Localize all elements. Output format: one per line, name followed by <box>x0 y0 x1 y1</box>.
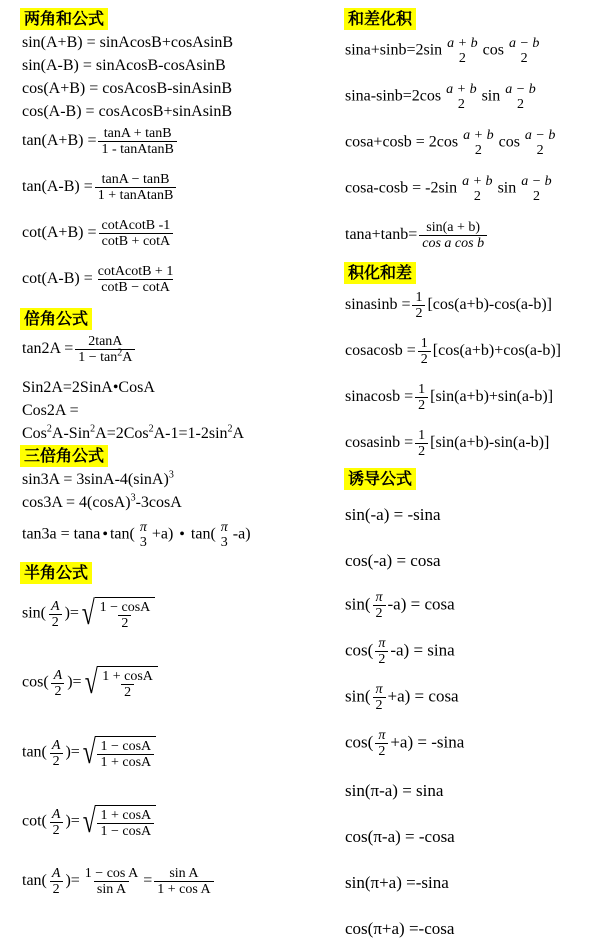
heading-sum-to-product: 和差化积 <box>344 8 416 30</box>
heading-half-angle: 半角公式 <box>20 562 92 584</box>
formula-tan-diff: tan(A-B) = $\frac{\tan A - \tan B}{\text{1 + tanAtanB}}$ <box>22 172 178 203</box>
formula-sin-half: sin( $\frac{A}{2}$ )= √ $\frac{1 - \cos A}{2}$ <box>22 597 155 631</box>
formula-sin-3a: $\sin 3A = 3\sin A-4(\sin A)^3$ <box>22 469 174 488</box>
formula-sin-diff: sin(A-B) = sinAcosB-cosAsinB <box>22 57 226 74</box>
formula-sinasinb: sinasinb = $\frac{1}{2}$ [cos(a+b)-cos(a-b)] <box>345 290 552 321</box>
formula-tan-sum: tan(A+B) = $\frac{\tan A + \tan B}{\text{1 - tanAtanB}}$ <box>22 126 179 157</box>
formula-sin-pi-minus: sin(π-a) = sina <box>345 781 444 800</box>
heading-double-angle: 倍角公式 <box>20 308 92 330</box>
heading-triple-angle: 三倍角公式 <box>20 445 108 467</box>
formula-cosa-plus-cosb: cosa+cosb = 2cos a + b 2 cos a − b 2 <box>345 128 556 158</box>
heading-sum-difference: 两角和公式 <box>20 8 108 30</box>
formula-cos-pi-minus: cos(π-a) = -cosa <box>345 827 455 846</box>
formula-sinacosb: sinacosb = $\frac{1}{2}$ [sin(a+b)+sin(a-b)] <box>345 382 554 413</box>
formula-sin-sum: sin(A+B) = sinAcosB+cosAsinB <box>22 34 234 51</box>
formula-sina-plus-sinb: sina+sinb=2sin a + b 2 cos a − b 2 <box>345 36 540 66</box>
formula-sin-neg-a: sin(-a) = -sina <box>345 505 441 524</box>
formula-sin-2a: Sin2A=2SinA•CosA <box>22 379 155 396</box>
formula-tan-half: tan( $\frac{A}{2}$ )= √ $\frac{1 - \cos A}{1 + \cos A}$ <box>22 736 156 770</box>
formula-cos-neg-a: cos(-a) = cosa <box>345 551 441 570</box>
formula-sin-pi2-minus: sin( $\frac{\pi}{2}$ -a) = cosa <box>345 590 455 621</box>
formula-cos-2a: $Cos^2A-Sin^2A=2Cos^2A-1=1-2\sin^2A$ <box>22 423 245 442</box>
heading-induction: 诱导公式 <box>344 468 416 490</box>
formula-cos-2a-label: Cos2A = <box>22 402 79 419</box>
formula-cos-sum: cos(A+B) = cosAcosB-sinAsinB <box>22 80 233 97</box>
formula-cosa-minus-cosb: cosa-cosb = -2sin a + b 2 sin a − b 2 <box>345 174 552 204</box>
formula-tana-plus-tanb: tana+tanb= $\frac{\sin(a + b)}{\text{cos a cos b}}$ <box>345 220 489 251</box>
formula-cos-pi2-plus: cos( $\frac{\pi}{2}$ +a) = -sina <box>345 728 465 759</box>
formula-cos-pi-plus: cos(π+a) =-cosa <box>345 919 455 938</box>
formula-cot-half: cot( $\frac{A}{2}$ )= √ $\frac{1 + \cos A}{1 - \cos A}$ <box>22 805 156 839</box>
formula-sina-minus-sinb: sina-sinb=2cos a + b 2 sin a − b 2 <box>345 82 536 112</box>
formula-tan-half-alt: tan( $\frac{A}{2}$ )= $\frac{\text{1 − cos A}}{\text{sin A}}$ = $\frac{\text{sin A}}{\text{1 + cos A}}$ <box>22 866 216 897</box>
formula-sin-pi2-plus: sin( $\frac{\pi}{2}$ +a) = cosa <box>345 682 459 713</box>
formula-cosacosb: cosacosb = $\frac{1}{2}$ [cos(a+b)+cos(a-b)] <box>345 336 561 367</box>
formula-cos-diff: cos(A-B) = cosAcosB+sinAsinB <box>22 103 233 120</box>
formula-cot-sum: cot(A+B) = $\frac{\text{cotAcotB -1}}{\cot B + \cot A}$ <box>22 218 175 249</box>
formula-tan-2a: tan2A = $\frac{2\tan A}{1 - \tan^2A}$ <box>22 334 137 365</box>
formula-cos-pi2-minus: cos( $\frac{\pi}{2}$ -a) = sina <box>345 636 455 667</box>
formula-cot-diff: cot(A-B) = $\frac{\text{cotAcotB + 1}}{\cot B - \cot A}$ <box>22 264 174 295</box>
heading-product-to-sum: 积化和差 <box>344 262 416 284</box>
formula-tan-3a: tan3a = tana • tan( π 3 +a) • tan( π 3 -a) <box>22 520 251 550</box>
formula-cosasinb: cosasinb = $\frac{1}{2}$ [sin(a+b)-sin(a-b)] <box>345 428 550 459</box>
formula-cos-3a: $\cos 3A = 4(\cos A)^3-3\cos A$ <box>22 492 182 511</box>
formula-cos-half: cos( $\frac{A}{2}$ )= √ $\frac{1 + \cos A}{2}$ <box>22 666 158 700</box>
formula-sin-pi-plus: sin(π+a) =-sina <box>345 873 449 892</box>
